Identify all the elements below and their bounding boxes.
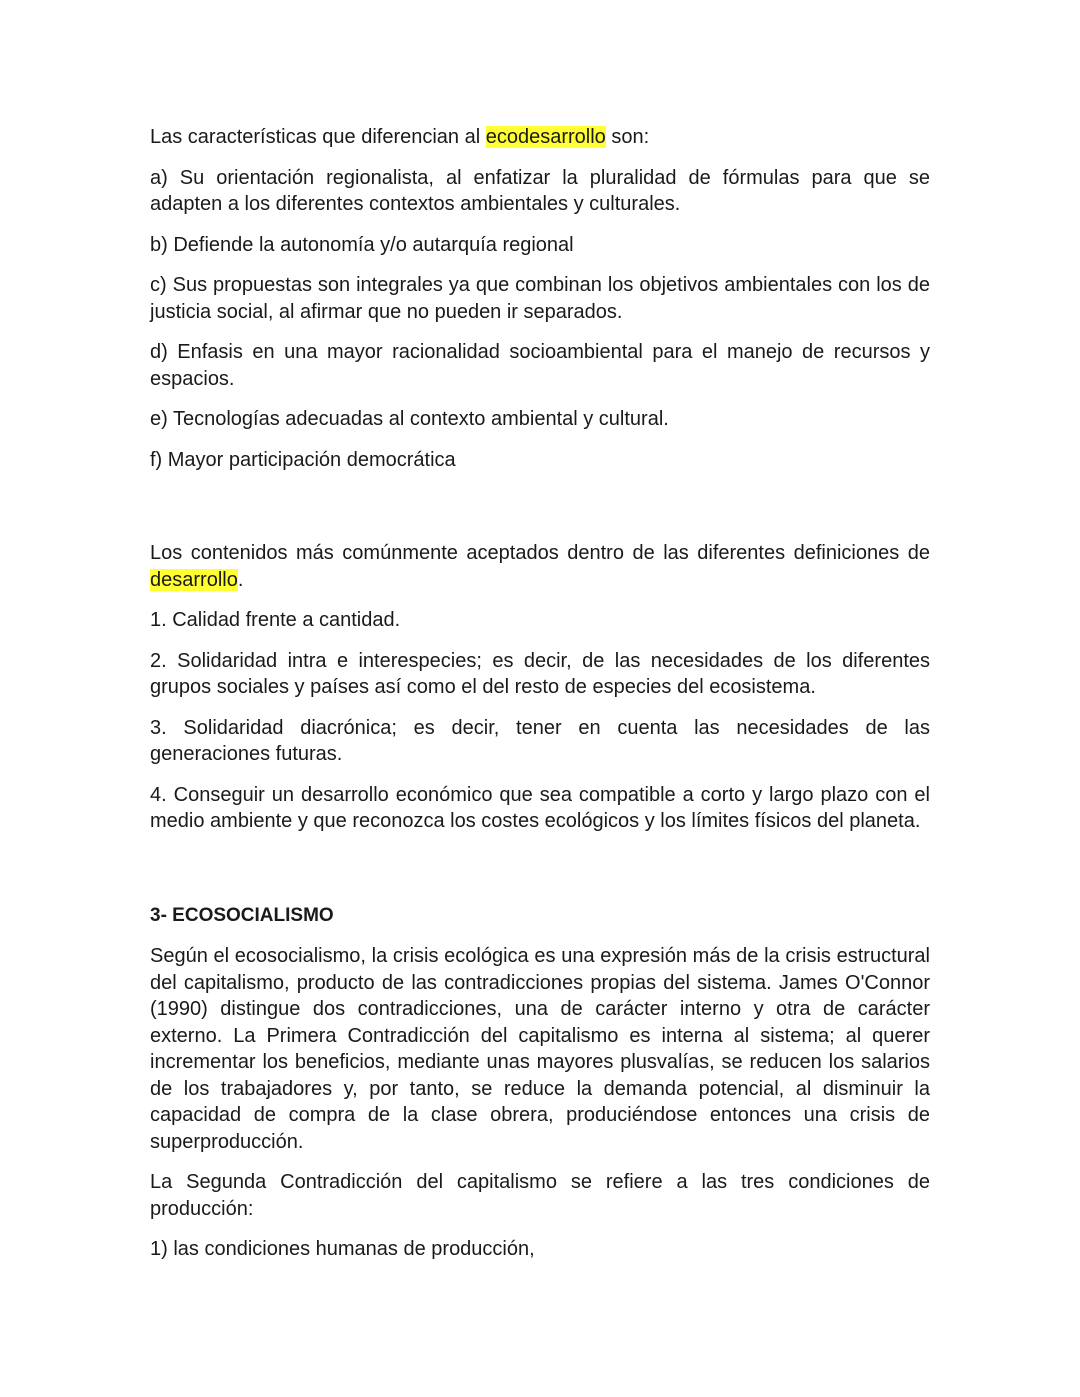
list-item-2: 2. Solidaridad intra e interespecies; es decir, de las necesidades de los diferentes grupos sociales y países así como el del resto de especies del ecosistema. <box>150 649 930 698</box>
list-item-d: d) Enfasis en una mayor racionalidad socioambiental para el manejo de recursos y espacios. <box>150 341 930 390</box>
list-item-3: 3. Solidaridad diacrónica; es decir, tener en cuenta las necesidades de las generaciones futuras. <box>150 716 930 765</box>
section-heading-ecosocialismo: 3- ECOSOCIALISMO <box>150 904 334 926</box>
ecosocialismo-paragraph-2: La Segunda Contradicción del capitalismo se refiere a las tres condiciones de producción: <box>150 1171 930 1220</box>
list-item-1: 1. Calidad frente a cantidad. <box>150 609 401 631</box>
list-item-b: b) Defiende la autonomía y/o autarquía regional <box>150 233 574 256</box>
spacer <box>150 849 930 903</box>
list-item-4: 4. Conseguir un desarrollo económico que sea compatible a corto y largo plazo con el medio ambiente y que reconozca los costes ecológicos y los límites físicos del planeta. <box>150 783 930 832</box>
ecodesarrollo-intro: Las características que diferencian al ecodesarrollo son: <box>150 126 650 148</box>
list-item-c: c) Sus propuestas son integrales ya que combinan los objetivos ambientales con los de justicia social, al afirmar que no pueden ir separados. <box>150 274 930 323</box>
list-item-e: e) Tecnologías adecuadas al contexto ambiental y cultural. <box>150 408 669 430</box>
desarrollo-intro: Los contenidos más comúnmente aceptados dentro de las diferentes definiciones de desarrollo. <box>150 542 930 591</box>
condition-item-1: 1) las condiciones humanas de producción, <box>150 1238 535 1260</box>
ecosocialismo-paragraph-1: Según el ecosocialismo, la crisis ecológica es una expresión más de la crisis estructural del capitalismo, producto de las contradicciones propias del sistema. James O'Connor (1990) distingue dos contradicciones, una de carácter interno y otra de carácter externo. La Primera Contradicción del capitalismo es interna al sistema; al querer incrementar los beneficios, mediante unas mayores plusvalías, se reducen los salarios de los trabajadores y, por tanto, se reduce la demanda potencial, al disminuir la capacidad de compra de la clase obrera, produciéndose entonces una crisis de superproducción. <box>150 945 930 1153</box>
list-item-f: f) Mayor participación democrática <box>150 448 456 471</box>
list-item-a: a) Su orientación regionalista, al enfatizar la pluralidad de fórmulas para que se adapten a los diferentes contextos ambientales y culturales. <box>150 166 930 215</box>
highlight-desarrollo: desarrollo <box>150 568 238 591</box>
spacer <box>150 487 930 540</box>
highlight-ecodesarrollo: ecodesarrollo <box>485 126 606 148</box>
document-page <box>150 124 930 1277</box>
